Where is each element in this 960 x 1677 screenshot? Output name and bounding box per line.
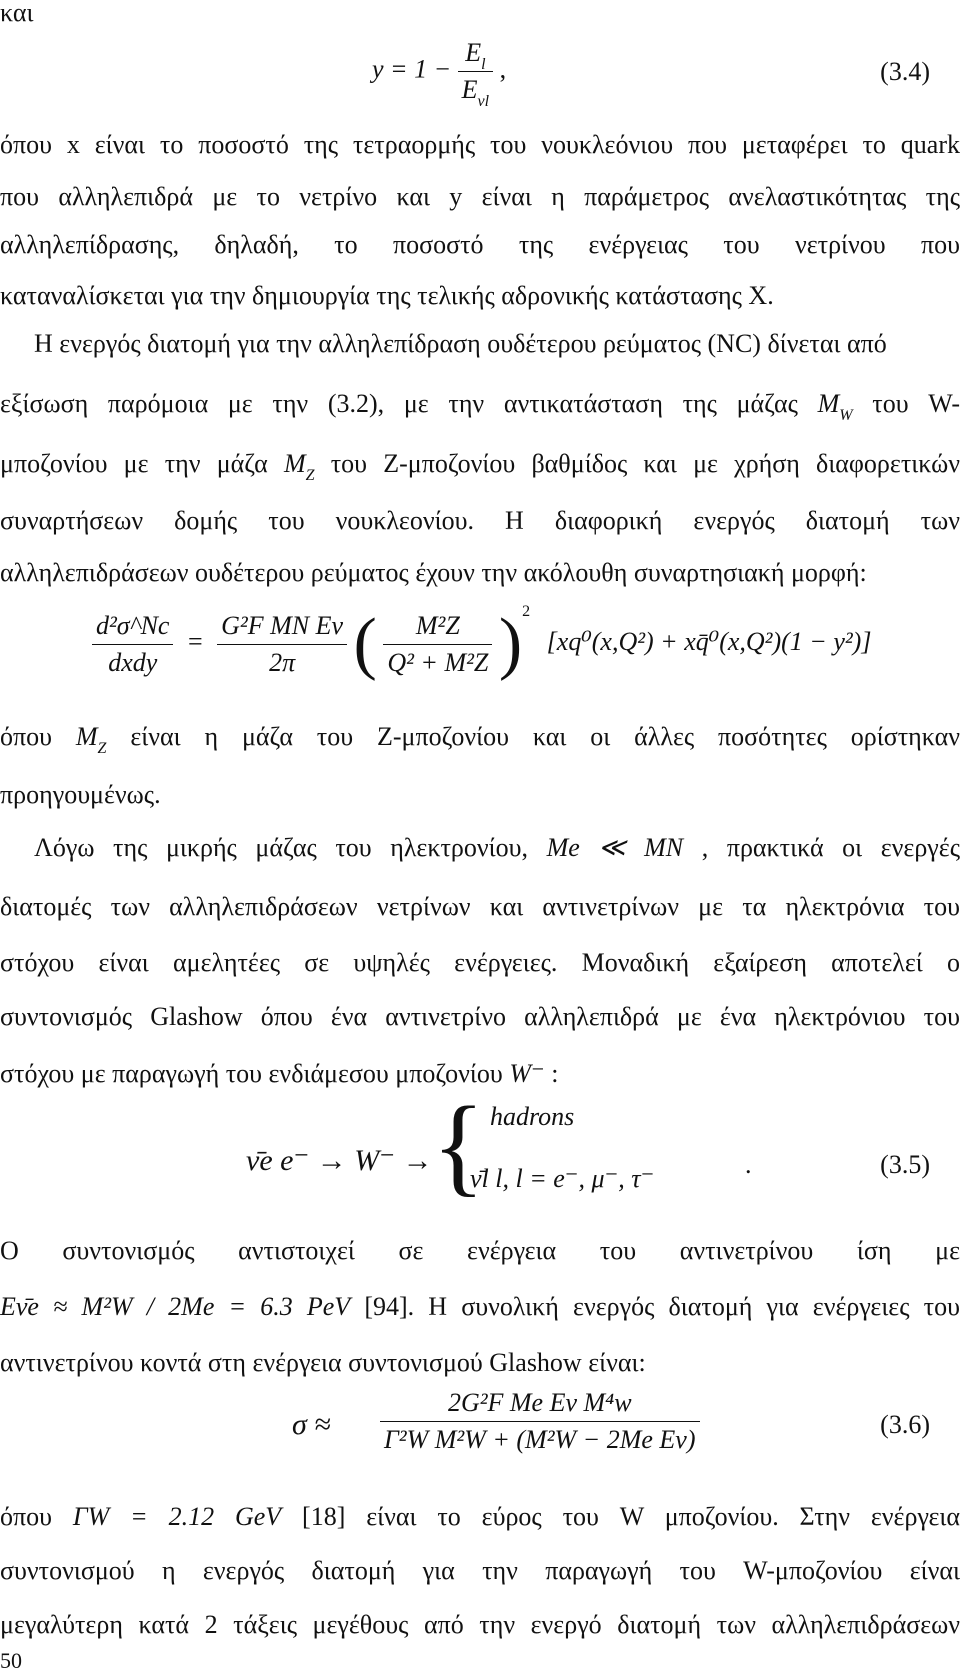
para4-line5-text-a: στόχου με παραγωγή του ενδιάμεσου μποζονίου (0, 1059, 503, 1088)
para3-line1-text-a: όπου (0, 722, 52, 751)
nc-coeff-fraction (217, 611, 347, 678)
eq36-fraction (380, 1388, 700, 1455)
eq36-num: 2G²F Me Eν M⁴w (380, 1388, 700, 1422)
para5-line2-text: [94]. Η συνολική ενεργός διατομή για ενέργειες του (364, 1292, 960, 1321)
para2-line5: αλληλεπιδράσεων ουδέτερου ρεύματος έχουν την ακόλουθη συναρτησιακή μορφή: (0, 558, 867, 587)
eq35-bottom: ν̄l l, l = e⁻, μ⁻, τ⁻ (470, 1164, 655, 1193)
nc-coeff-num: G²F MN Eν (217, 611, 347, 645)
para5-line2 (0, 1294, 960, 1320)
nc-square: 2 (522, 602, 531, 620)
nc-equals: = (187, 626, 203, 656)
eq36-number: (3.6) (880, 1410, 930, 1439)
eq34-num: E (465, 38, 482, 67)
para2-line2 (0, 389, 960, 424)
para4-line4: συντονισμός Glashow όπου ένα αντινετρίνο αλληλεπιδρά με ένα ηλεκτρόνιου του (0, 1002, 960, 1031)
para2-line4: συναρτήσεων δομής του νουκλεονίου. Η διαφορική ενεργός διατομή των (0, 506, 960, 535)
para6-line2: συντονισμού η ενεργός διατομή για την παραγωγή του W-μποζονίου είναι (0, 1556, 960, 1585)
eq35-top: hadrons (490, 1102, 575, 1131)
para1-line4: καταναλίσκεται για την δημιουργία της τελικής αδρονικής κατάστασης X. (0, 281, 774, 310)
para2-line3-text-a: μποζονίου με την μάζα (0, 449, 268, 478)
eq36-den: Γ²W M²W + (M²W − 2Me Eν) (384, 1425, 696, 1454)
eq34-fraction (458, 38, 493, 110)
para4-line3: στόχου είναι αμελητέες σε υψηλές ενέργειες. Μοναδική εξαίρεση αποτελεί ο (0, 948, 960, 977)
eq35-brace: { (432, 1084, 485, 1206)
para1-line1: όπου x είναι το ποσοστό της τετραορμής του νουκλεόνιου που μεταφέρει το quark (0, 130, 960, 159)
eq35-lhs: ν̄e e⁻ → W⁻ → (246, 1144, 433, 1177)
para5-line2-math: Eν̄e ≈ M²W / 2Me = 6.3 PeV (0, 1292, 351, 1321)
nc-left-paren: ( (353, 605, 377, 682)
para2-line3-text-b: του Ζ-μποζονίου βαθμίδος και με χρήση διαφορετικών (330, 449, 960, 478)
eq34-tail: , (499, 54, 507, 84)
nc-lhs-num: d²σ^Nc (92, 611, 173, 645)
nc-prop-num: M²Z (383, 611, 492, 645)
eq34-den: E (461, 75, 478, 104)
mass-z2-sub: Z (97, 740, 107, 757)
nc-bracket-term: [xq⁰(x,Q²) + xq̄⁰(x,Q²)(1 − y²)] (546, 626, 872, 656)
para4-line1-text-b: , πρακτικά οι ενεργές (701, 833, 960, 862)
eq35-number: (3.5) (880, 1150, 930, 1179)
mass-symbol-z-2 (75, 722, 107, 757)
nc-prop-fraction (383, 611, 492, 678)
eq36-lhs: σ ≈ (292, 1408, 331, 1441)
para3-line1 (0, 722, 960, 757)
para2-line3 (0, 449, 960, 484)
eq34-lhs: y = 1 − (372, 54, 452, 84)
para5-line3: αντινετρίνου κοντά στη ενέργεια συντονισμού Glashow είναι: (0, 1348, 646, 1377)
para6-line1-text-a: όπου (0, 1502, 52, 1531)
nc-prop-den: Q² + M²Z (387, 647, 489, 677)
eq34-num-sub: l (481, 56, 486, 73)
nc-right-paren: ) (498, 605, 523, 682)
mass-z2-letter: M (75, 722, 98, 751)
para5-line1: Ο συντονισμός αντιστοιχεί σε ενέργεια του αντινετρίνου ίση με (0, 1236, 960, 1265)
para1-line2: που αλληλεπιδρά με το νετρίνο και y είναι η παράμετρος ανελαστικότητας της (0, 182, 960, 211)
top-word: και (0, 0, 34, 27)
eq35-tail: . (745, 1150, 752, 1179)
eq34-number: (3.4) (880, 57, 930, 86)
para4-line2: διατομές των αλληλεπιδράσεων νετρίνων και αντινετρίνων με τα ηλεκτρόνια του (0, 892, 960, 921)
mass-z-letter: M (283, 449, 306, 478)
para3-line2: προηγουμένως. (0, 780, 161, 809)
page-number: 50 (0, 1648, 22, 1673)
para6-line1-text-b: [18] είναι το εύρος του W μποζονίου. Στην ενέργεια (302, 1502, 960, 1531)
mass-w-sub: W (839, 407, 853, 424)
mass-z-sub: Z (305, 467, 315, 484)
mass-w-letter: M (817, 389, 840, 418)
para3-line1-text-b: είναι η μάζα του Ζ-μποζονίου και οι άλλες ποσότητες ορίστηκαν (130, 722, 960, 751)
mass-symbol-z (283, 449, 315, 484)
para6-line1 (0, 1504, 960, 1530)
para4-line5-math: W⁻ (509, 1059, 545, 1088)
para2-line2-text-a: εξίσωση παρόμοια με την (3.2), με την αντικατάσταση της μάζας (0, 389, 798, 418)
para1-line3: αλληλεπίδρασης, δηλαδή, το ποσοστό της ενέργειας του νετρίνου που (0, 230, 960, 259)
para4-line1-text-a: Λόγω της μικρής μάζας του ηλεκτρονίου, (34, 833, 528, 862)
mass-symbol-w (817, 389, 853, 424)
nc-lhs-fraction (92, 611, 173, 678)
para4-line5-text-b: : (551, 1059, 559, 1088)
para4-line1 (0, 835, 960, 861)
para2-line1: Η ενεργός διατομή για την αλληλεπίδραση ουδέτερου ρεύματος (NC) δίνεται από (34, 329, 887, 358)
para6-line3: μεγαλύτερη κατά 2 τάξεις μεγέθους από την ενεργό διατομή των αλληλεπιδράσεων (0, 1610, 960, 1639)
nc-lhs-den: dxdy (108, 647, 158, 677)
eq34-den-sub: νl (477, 93, 490, 110)
para6-line1-math: ΓW = 2.12 GeV (72, 1502, 282, 1531)
nc-coeff-den: 2π (269, 647, 296, 677)
para4-line1-math: Me ≪ MN (546, 833, 684, 862)
para2-line2-text-b: του W- (872, 389, 960, 418)
